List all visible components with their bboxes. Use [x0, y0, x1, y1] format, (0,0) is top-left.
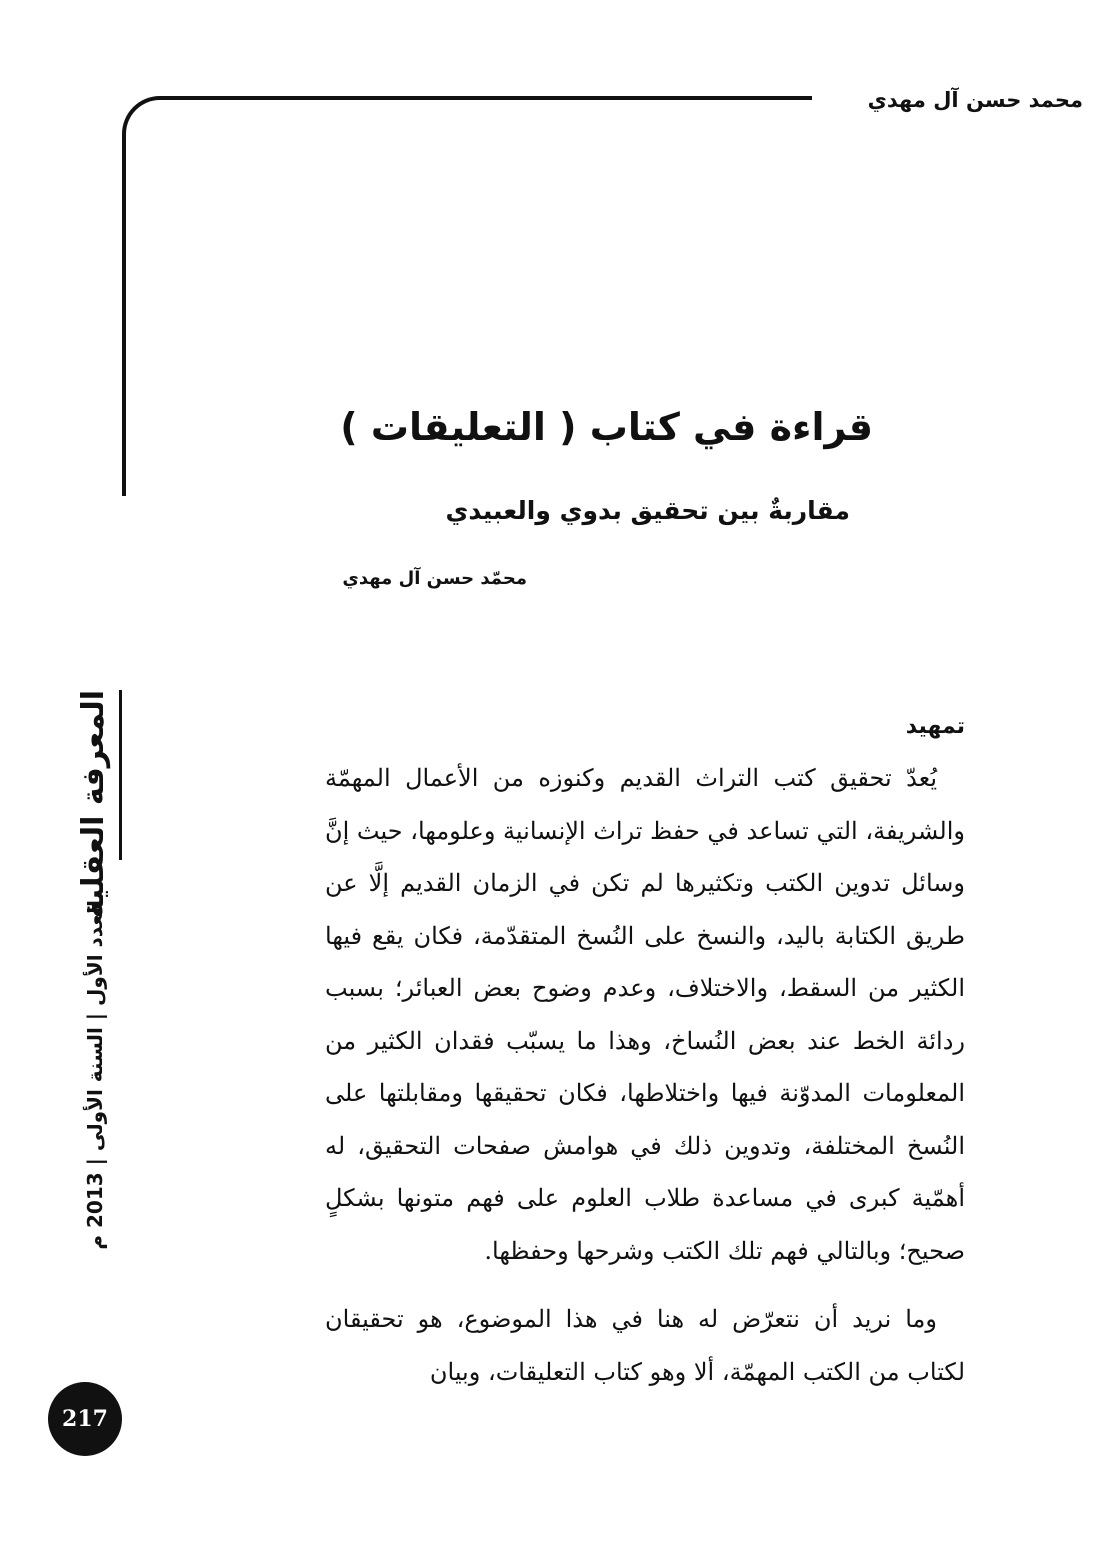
section-heading: تمهيد: [905, 714, 965, 739]
journal-logo-text: المعرفة العقلية: [66, 690, 122, 860]
issue-info: [70, 900, 120, 1250]
page-number-badge: 217: [48, 1382, 122, 1456]
body-paragraph: وما نريد أن نتعرّض له هنا في هذا الموضوع، هو تحقيقان لكتاب من الكتب المهمّة، ألا وهو كتاب التعليقات، وبيان: [325, 1305, 965, 1386]
issue-info-text: العدد الأول | السنة الأولى | 2013 م: [83, 900, 107, 1250]
body-text: [325, 752, 965, 1398]
body-paragraph: يُعدّ تحقيق كتب التراث القديم وكنوزه من الأعمال المهمّة والشريفة، التي تساعد في حفظ تراث الإنسانية وعلومها، حيث إنَّ وسائل تدوين الكتب وتكثيرها لم تكن في الزمان القديم إلَّا عن طريق الكتابة باليد، والنسخ على النُسخ المتقدّمة، فكان يقع فيها الكثير من السقط، والاختلاف، وعدم وضوح بعض العبائر؛ بسبب ردائة الخط عند بعض النُساخ، وهذا ما يسبّب فقدان الكثير من المعلومات المدوّنة فيها واختلاطها، فكان تحقيقها ومقابلتها على النُسخ المختلفة، وتدوين ذلك في هوامش صفحات التحقيق، له أهمّية كبرى في مساعدة طلاب العلوم على فهم متونها بشكلٍ صحيح؛ وبالتالي فهم تلك الكتب وشرحها وحفظها.: [325, 764, 966, 1265]
article-subtitle: مقاربةٌ بين تحقيق بدوي والعبيدي: [445, 496, 850, 525]
article-title: قراءة في كتاب ( التعليقات ): [340, 405, 873, 449]
article-author: محمّد حسن آل مهدي: [342, 568, 527, 589]
running-header: محمد حسن آل مهدي: [867, 88, 1083, 112]
journal-logo: [66, 690, 122, 919]
